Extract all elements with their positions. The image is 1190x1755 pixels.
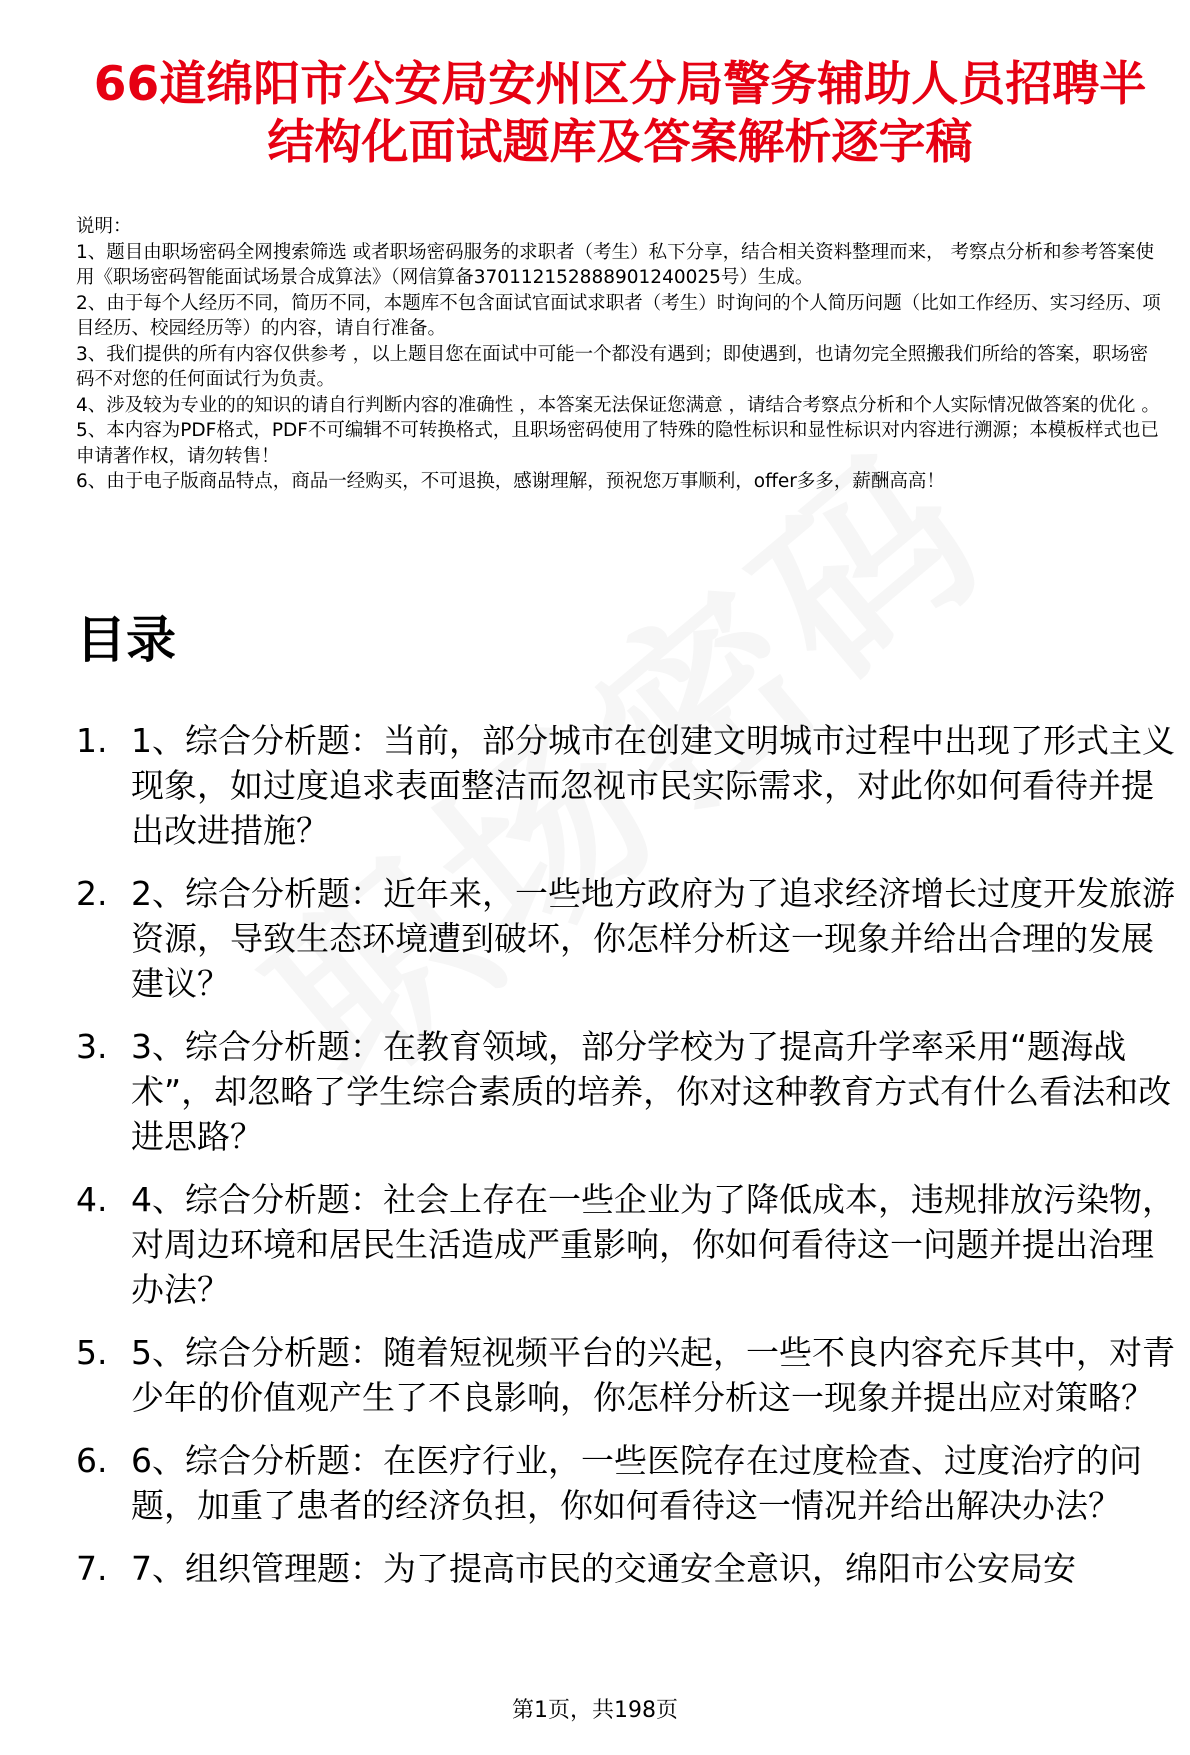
toc-item[interactable] — [76, 1024, 1176, 1159]
note-item: 5、本内容为PDF格式，PDF不可编辑不可转换格式，且职场密码使用了特殊的隐性标识和显性标识对内容进行溯源；本模板样式也已申请著作权，请勿转售！ — [76, 420, 1159, 467]
note-item: 4、涉及较为专业的的知识的请自行判断内容的准确性 ，本答案无法保证您满意 ，请结合考察点分析和个人实际情况做答案的优化 。 — [76, 394, 1160, 416]
note-item: 1、题目由职场密码全网搜索筛选 或者职场密码服务的求职者（考生）私下分享，结合相关资料整理而来， 考察点分析和参考答案使用《职场密码智能面试场景合成算法》（网信算备370112152888901240025号）生成。 — [76, 241, 1155, 288]
toc-item[interactable] — [76, 1330, 1176, 1420]
note-item: 2、由于每个人经历不同，简历不同，本题库不包含面试官面试求职者（考生）时询问的个人简历问题（比如工作经历、实习经历、项目经历、校园经历等）的内容，请自行准备。 — [76, 292, 1161, 339]
toc-item[interactable] — [76, 1177, 1176, 1312]
page-footer: 第1页，共198页 — [512, 1698, 678, 1723]
toc-item[interactable] — [76, 1546, 1176, 1591]
toc-item-text[interactable]: 4、综合分析题：社会上存在一些企业为了降低成本，违规排放污染物，对周边环境和居民生活造成严重影响，你如何看待这一问题并提出治理办法？ — [131, 1180, 1175, 1309]
note-item: 3、我们提供的所有内容仅供参考 ，以上题目您在面试中可能一个都没有遇到；即使遇到，也请勿完全照搬我们所给的答案，职场密码不对您的任何面试行为负责。 — [76, 343, 1149, 390]
toc-item-number: 2. — [76, 874, 108, 913]
toc-item[interactable] — [76, 1438, 1176, 1528]
toc-item-text[interactable]: 1、综合分析题：当前，部分城市在创建文明城市过程中出现了形式主义现象，如过度追求表面整洁而忽视市民实际需求，对此你如何看待并提出改进措施？ — [131, 721, 1175, 850]
toc-item[interactable] — [76, 718, 1176, 853]
notes-section — [76, 214, 1166, 495]
toc-item-text[interactable]: 3、综合分析题：在教育领域，部分学校为了提高升学率采用“题海战术”，却忽略了学生综合素质的培养，你对这种教育方式有什么看法和改进思路？ — [131, 1027, 1172, 1156]
toc-item-text[interactable]: 2、综合分析题：近年来，一些地方政府为了追求经济增长过度开发旅游资源，导致生态环境遭到破坏，你怎样分析这一现象并给出合理的发展建议？ — [131, 874, 1175, 1003]
toc-item-number: 5. — [76, 1333, 108, 1372]
toc-list — [76, 718, 1176, 1609]
toc-item-text[interactable]: 7、组织管理题：为了提高市民的交通安全意识，绵阳市公安局安 — [131, 1549, 1076, 1588]
toc-item-number: 7. — [76, 1549, 108, 1588]
document-title: 66道绵阳市公安局安州区分局警务辅助人员招聘半结构化面试题库及答案解析逐字稿 — [93, 57, 1147, 170]
toc-item-number: 6. — [76, 1441, 108, 1480]
toc-item-text[interactable]: 6、综合分析题：在医疗行业，一些医院存在过度检查、过度治疗的问题，加重了患者的经济负担，你如何看待这一情况并给出解决办法？ — [131, 1441, 1142, 1525]
note-item: 6、由于电子版商品特点，商品一经购买，不可退换，感谢理解，预祝您万事顺利，offer多多，薪酬高高！ — [76, 471, 945, 492]
toc-heading: 目录 — [76, 611, 176, 669]
toc-item-number: 4. — [76, 1180, 108, 1219]
toc-item[interactable] — [76, 871, 1176, 1006]
toc-item-number: 1. — [76, 721, 108, 760]
notes-heading: 说明： — [76, 216, 132, 237]
toc-item-number: 3. — [76, 1027, 108, 1066]
toc-item-text[interactable]: 5、综合分析题：随着短视频平台的兴起，一些不良内容充斥其中，对青少年的价值观产生了不良影响，你怎样分析这一现象并提出应对策略？ — [131, 1333, 1175, 1417]
